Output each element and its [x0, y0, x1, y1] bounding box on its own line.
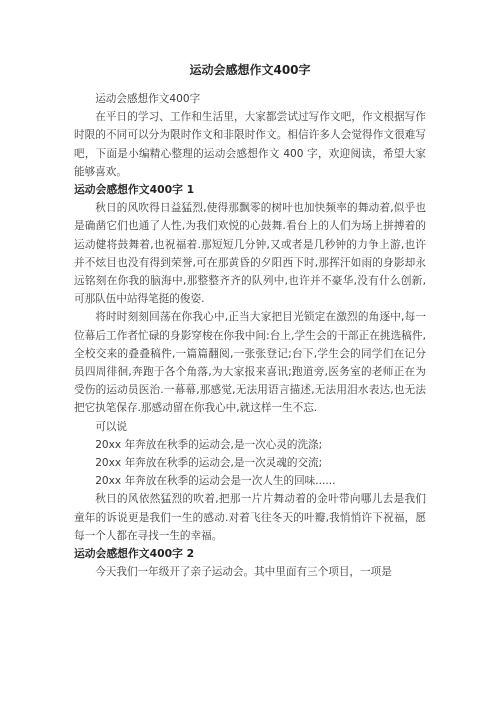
section-1-paragraph-1: 秋日的风吹得日益猛烈,使得那飘零的树叶也加快频率的舞动着,似乎也是确凿它们也通了人性,为我们欢悦的心鼓舞.看台上的人们为场上拼搏着的运动健将鼓舞着,也祝福着.那短短几分钟,又或者是几秒钟的力争上游,也许并不炫目也没有得到荣誉,可在那黄昏的夕阳西下时,那挥汗如雨的身影却永远铭刻在你我的脑海中,那整整齐齐的队列中,也许并不豪华,没有什么创新,可那队伍中站得笔挺的俊姿.: [74, 202, 426, 306]
section-1-paragraph-4: 20xx 年奔放在秋季的运动会,是一次心灵的洗涤;: [95, 438, 323, 451]
intro-title: 运动会感想作文400字: [95, 93, 201, 105]
section-1-paragraph-7: 秋日的风依然猛烈的吹着,把那一片片舞动着的金叶带向哪儿去是我们童年的诉说更是我们一生的感动.对着飞往冬天的叶瓣,我悄悄许下祝福，愿每一个人都在寻找一生的幸福。: [74, 493, 426, 542]
document-page: [74, 62, 426, 581]
section-1-paragraph-5: 20xx 年奔放在秋季的运动会,是一次灵魂的交流;: [95, 457, 323, 470]
section-1-paragraph-6: 20xx 年奔放在秋季的运动会是一次人生的回味......: [95, 475, 336, 488]
intro-paragraph: 在平日的学习、工作和生活里，大家都尝试过写作文吧，作文根据写作时限的不同可以分为限时作文和非限时作文。相信许多人会觉得作文很难写吧，下面是小编精心整理的运动会感想作文 400 字，欢迎阅读，希望大家能够喜欢。: [74, 111, 426, 178]
section-1-paragraph-3: 可以说: [95, 420, 127, 433]
section-1-paragraph-2: 将时时刻刻回荡在你我心中,正当大家把目光锁定在激烈的角逐中,每一位幕后工作者忙碌的身影穿梭在你我中间:台上,学生会的干部正在挑选稿件,全校交来的叠叠稿件,一篇篇翻阅,一张张登记;台下,学生会的同学们在记分员四周徘徊,奔跑于各个角落,为大家报来喜讯;跑道旁,医务室的老师正在为受伤的运动员医治.一幕幕,那感觉,无法用语言描述,无法用泪水表达,也无法把它执笔保存.那感动留在你我心中,就这样一生不忘.: [74, 311, 426, 415]
section-2-heading: 运动会感想作文400字 2: [74, 547, 195, 561]
document-title: 运动会感想作文400字: [189, 63, 311, 77]
section-1-heading: 运动会感想作文400字 1: [74, 183, 195, 197]
section-2-paragraph-1: 今天我们一年级开了亲子运动会。其中里面有三个项目，一项是: [95, 566, 392, 579]
